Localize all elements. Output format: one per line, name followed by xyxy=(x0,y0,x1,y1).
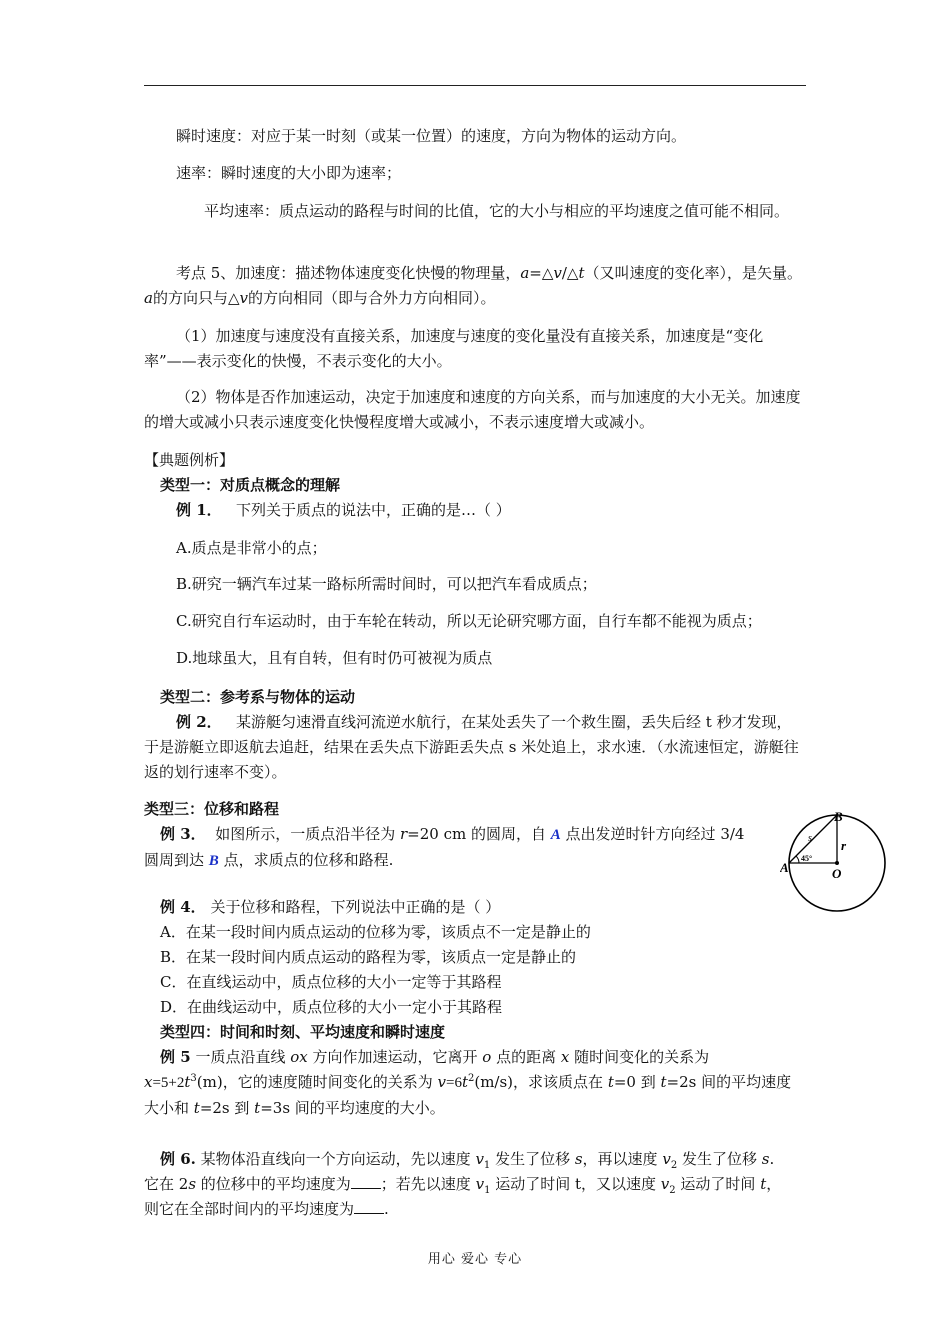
instant-velocity-para: 瞬时速度：对应于某一时刻（或某一位置）的速度，方向为物体的运动方向。 xyxy=(176,127,687,145)
angle-arc xyxy=(796,856,799,863)
answer-blank-1[interactable] xyxy=(351,1174,381,1189)
type3-heading: 类型三：位移和路程 xyxy=(144,800,280,818)
example-3: 例 3． 如图所示，一质点沿半径为 r=20 cm 的圆周，自 A 点出发逆时针方向经过 3/4 圆周到达 B 点，求质点的位移和路程. xyxy=(144,825,745,869)
avg-speed-para: 平均速率：质点运动的路程与时间的比值，它的大小与相应的平均速度之值可能不相同。 xyxy=(204,202,790,220)
example-4: 例 4． 关于位移和路程，下列说法中正确的是（ ） xyxy=(160,898,501,916)
label-b: B xyxy=(834,809,843,824)
type1-heading: 类型一：对质点概念的理解 xyxy=(160,476,341,494)
ex1-option-d: D.地球虽大，且有自转，但有时仍可被视为质点 xyxy=(176,649,493,667)
ex1-option-c: C.研究自行车运动时，由于车轮在转动，所以无论研究哪方面，自行车都不能视为质点； xyxy=(176,612,762,630)
ex4-option-a: A．在某一段时间内质点运动的位移为零，该质点不一定是静止的 xyxy=(160,923,591,941)
label-a: A xyxy=(780,860,789,875)
ex1-option-a: A.质点是非常小的点； xyxy=(176,539,327,557)
type4-heading: 类型四：时间和时刻、平均速度和瞬时速度 xyxy=(160,1023,446,1041)
answer-blank-2[interactable] xyxy=(354,1199,384,1214)
ex4-option-d: D．在曲线运动中，质点位移的大小一定小于其路程 xyxy=(160,998,503,1016)
header-rule xyxy=(144,85,806,86)
example-6: 例 6. 某物体沿直线向一个方向运动，先以速度 $v_1$ 发生了位移 s，再以速度 $v_2$ 发生了位移 s. 它在 2s 的位移中的平均速度为 ；若先以速度 $v_1$ 运动了时间 t，又以速度 $v_2$ 运动了时间 t， 则它在全部时间内的平均速度为 . xyxy=(144,1150,782,1218)
speed-para: 速率：瞬时速度的大小即为速率； xyxy=(176,164,402,182)
label-angle: 45° xyxy=(801,854,813,863)
label-o: O xyxy=(832,866,842,881)
label-s: s xyxy=(808,833,812,844)
ex1-option-b: B.研究一辆汽车过某一路标所需时间时，可以把汽车看成质点； xyxy=(176,575,597,593)
center-point xyxy=(835,861,839,865)
example-2: 例 2． 某游艇匀速滑直线河流逆水航行，在某处丢失了一个救生圈，丢失后经 t 秒才发现，于是游艇立即返航去追赶，结果在丢失点下游距丢失点 s 米处追上，求水速．（水流速恒定，游艇往返的划行速率不变）。 xyxy=(144,713,799,781)
ex4-option-c: C．在直线运动中，质点位移的大小一定等于其路程 xyxy=(160,973,502,991)
ex4-option-b: B．在某一段时间内质点运动的路程为零，该质点一定是静止的 xyxy=(160,948,577,966)
section-heading: 【典题例析】 xyxy=(144,451,235,469)
page-footer: 用心 爱心 专心 xyxy=(427,1252,523,1267)
note-1: （1）加速度与速度没有直接关系，加速度与速度的变化量没有直接关系，加速度是“变化率”——表示变化的快慢，不表示变化的大小。 xyxy=(144,327,764,370)
acceleration-para: 考点 5、加速度：描述物体速度变化快慢的物理量，a=△v/△t（又叫速度的变化率），是矢量。a的方向只与△v的方向相同（即与合外力方向相同）。 xyxy=(144,264,803,307)
label-r: r xyxy=(841,838,847,853)
type2-heading: 类型二：参考系与物体的运动 xyxy=(160,688,356,706)
example-1: 例 1． 下列关于质点的说法中，正确的是…（ ） xyxy=(176,501,511,519)
example-5: 例 5 一质点沿直线 ox 方向作加速运动，它离开 o 点的距离 x 随时间变化的关系为 $x=5+2t^3(m)$，它的速度随时间变化的关系为 $v=6t^2(m/s)$，求该质点在 t=0 到 t=2s 间的平均速度 大小和 t=2s 到 t=3s 间的平均速度的大小。 xyxy=(144,1048,792,1117)
note-2: （2）物体是否作加速运动，决定于加速度和速度的方向关系，而与加速度的大小无关。加速度的增大或减小只表示速度变化快慢程度增大或减小，不表示速度增大或减小。 xyxy=(144,388,801,431)
